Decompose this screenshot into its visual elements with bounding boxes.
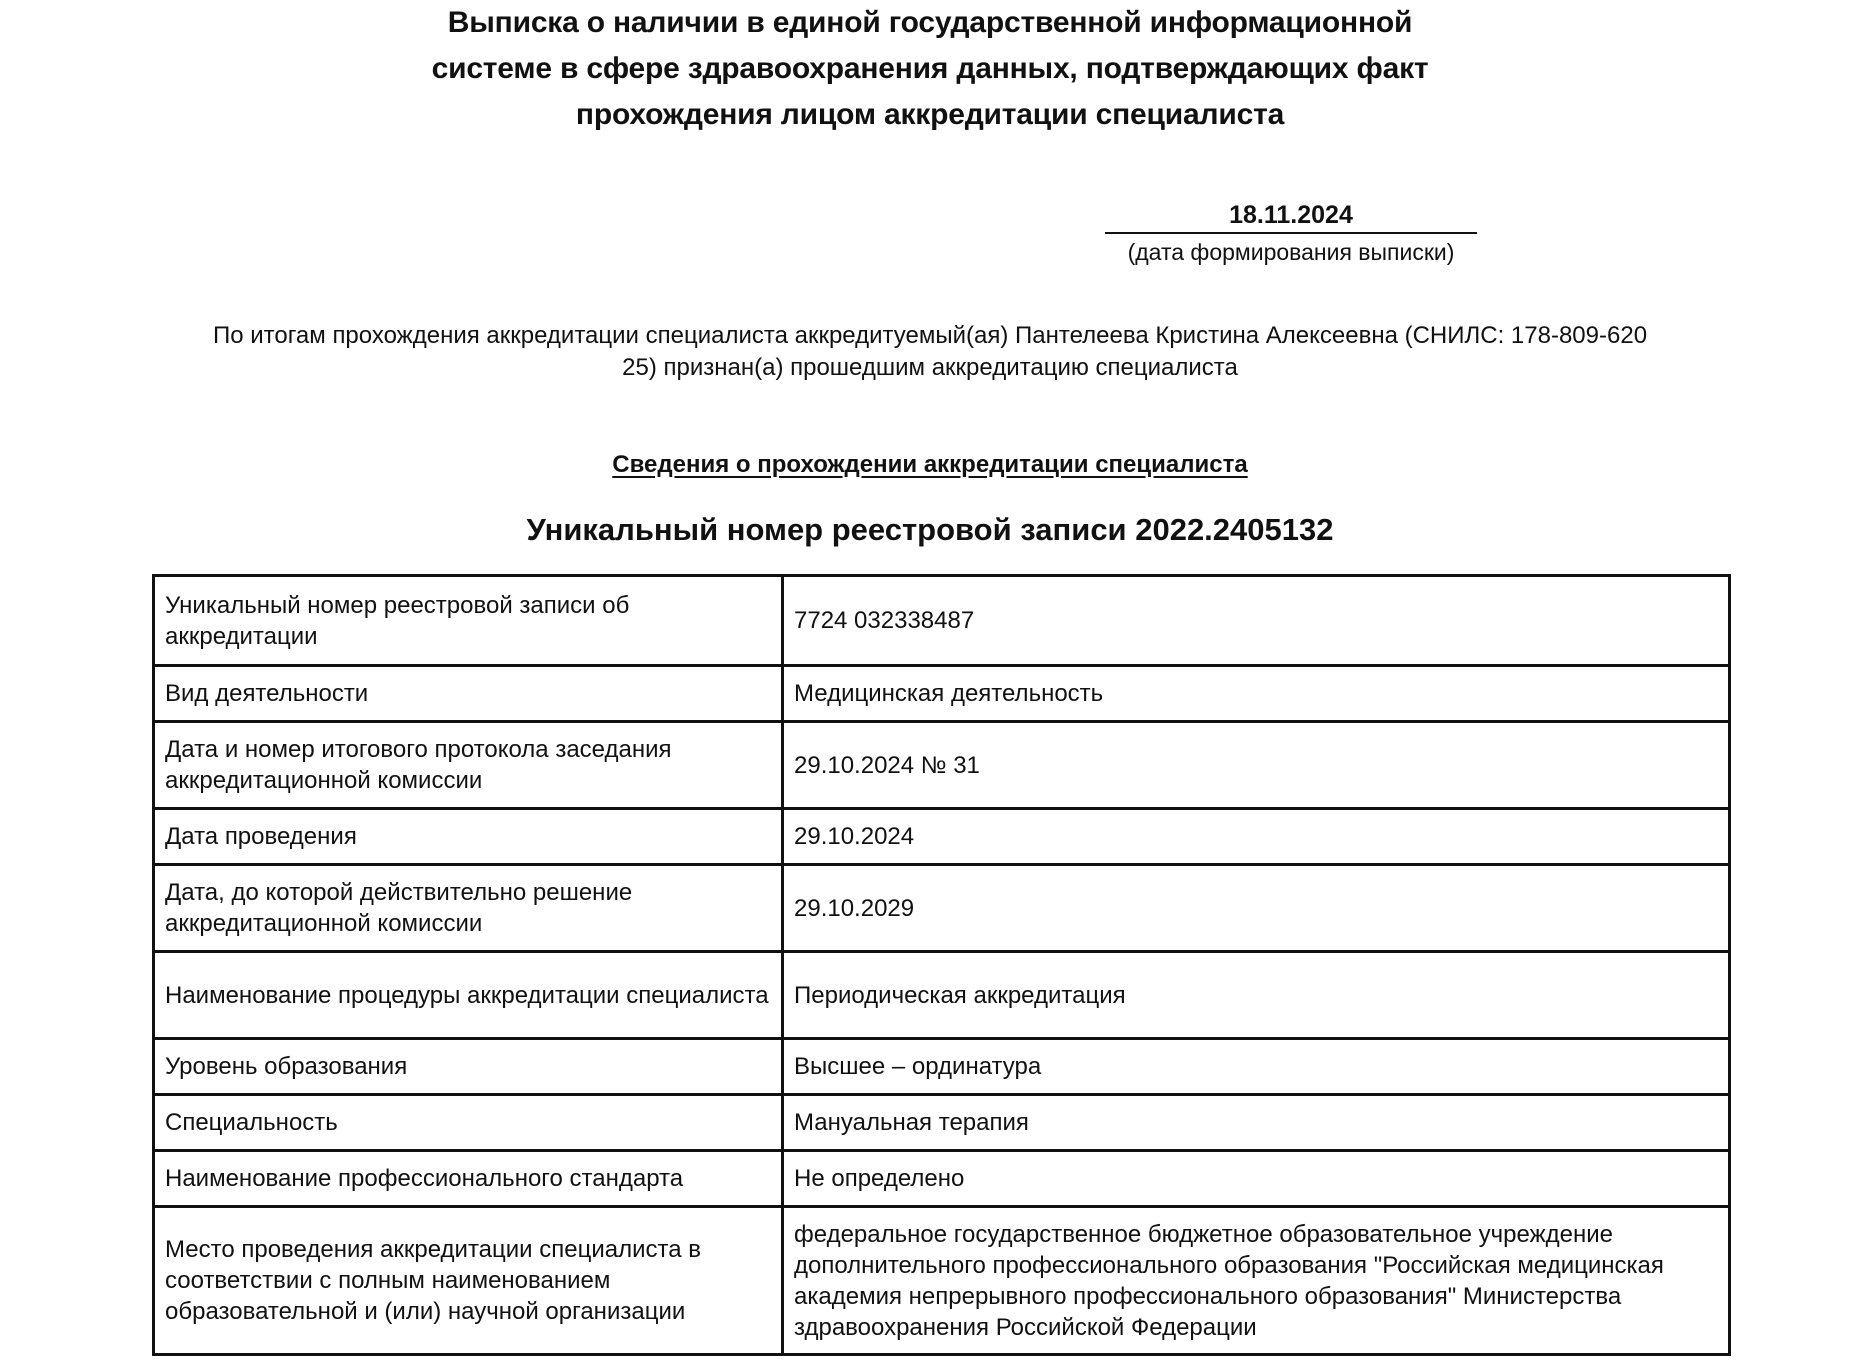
- row-value: 29.10.2024: [783, 809, 1730, 865]
- row-value: Высшее – ординатура: [783, 1039, 1730, 1095]
- table-row: [154, 865, 1730, 952]
- row-value: Периодическая аккредитация: [783, 952, 1730, 1039]
- table-row: [154, 1151, 1730, 1207]
- row-value: 29.10.2024 № 31: [783, 722, 1730, 809]
- row-value: Мануальная терапия: [783, 1095, 1730, 1151]
- table-row: [154, 952, 1730, 1039]
- title-line: системе в сфере здравоохранения данных, подтверждающих факт: [431, 52, 1429, 85]
- intro-line: 25) признан(а) прошедшим аккредитацию специалиста: [622, 354, 1238, 381]
- row-value: 29.10.2029: [783, 865, 1730, 952]
- row-label: Наименование процедуры аккредитации специалиста: [154, 952, 783, 1039]
- row-label: Дата, до которой действительно решение аккредитационной комиссии: [154, 865, 783, 952]
- formation-date-caption: (дата формирования выписки): [1127, 239, 1455, 265]
- row-label: Уровень образования: [154, 1039, 783, 1095]
- row-label: Специальность: [154, 1095, 783, 1151]
- row-label: Дата и номер итогового протокола заседания аккредитационной комиссии: [154, 722, 783, 809]
- intro-paragraph: [140, 320, 1720, 384]
- table-row: [154, 666, 1730, 722]
- table-row: [154, 1039, 1730, 1095]
- formation-date-block: [1105, 198, 1477, 268]
- formation-date: 18.11.2024: [1105, 198, 1477, 234]
- section-heading: Сведения о прохождении аккредитации специалиста: [612, 451, 1248, 478]
- row-value: Медицинская деятельность: [783, 666, 1730, 722]
- title-line: прохождения лицом аккредитации специалиста: [575, 98, 1285, 131]
- table-row: [154, 1207, 1730, 1355]
- row-label: Наименование профессионального стандарта: [154, 1151, 783, 1207]
- title-line: Выписка о наличии в единой государственной информационной: [447, 6, 1413, 39]
- row-label: Дата проведения: [154, 809, 783, 865]
- table-row: [154, 722, 1730, 809]
- accreditation-table: [152, 574, 1731, 1356]
- row-value: 7724 032338487: [783, 576, 1730, 666]
- row-label: Уникальный номер реестровой записи об аккредитации: [154, 576, 783, 666]
- row-label: Место проведения аккредитации специалиста в соответствии с полным наименованием образовательной и (или) научной организации: [154, 1207, 783, 1355]
- registry-number-title: Уникальный номер реестровой записи 2022.2405132: [526, 512, 1334, 547]
- row-value: Не определено: [783, 1151, 1730, 1207]
- document-title: [0, 0, 1860, 138]
- table-row: [154, 809, 1730, 865]
- table-row: [154, 1095, 1730, 1151]
- intro-line: По итогам прохождения аккредитации специалиста аккредитуемый(ая) Пантелеева Кристина Алексеевна (СНИЛС: 178-809-620: [212, 322, 1648, 349]
- table-row: [154, 576, 1730, 666]
- row-label: Вид деятельности: [154, 666, 783, 722]
- row-value: федеральное государственное бюджетное образовательное учреждение дополнительного профессионального образования "Российская медицинская академия непрерывного профессионального образования" Министерства здравоохранения Российской Федерации: [783, 1207, 1730, 1355]
